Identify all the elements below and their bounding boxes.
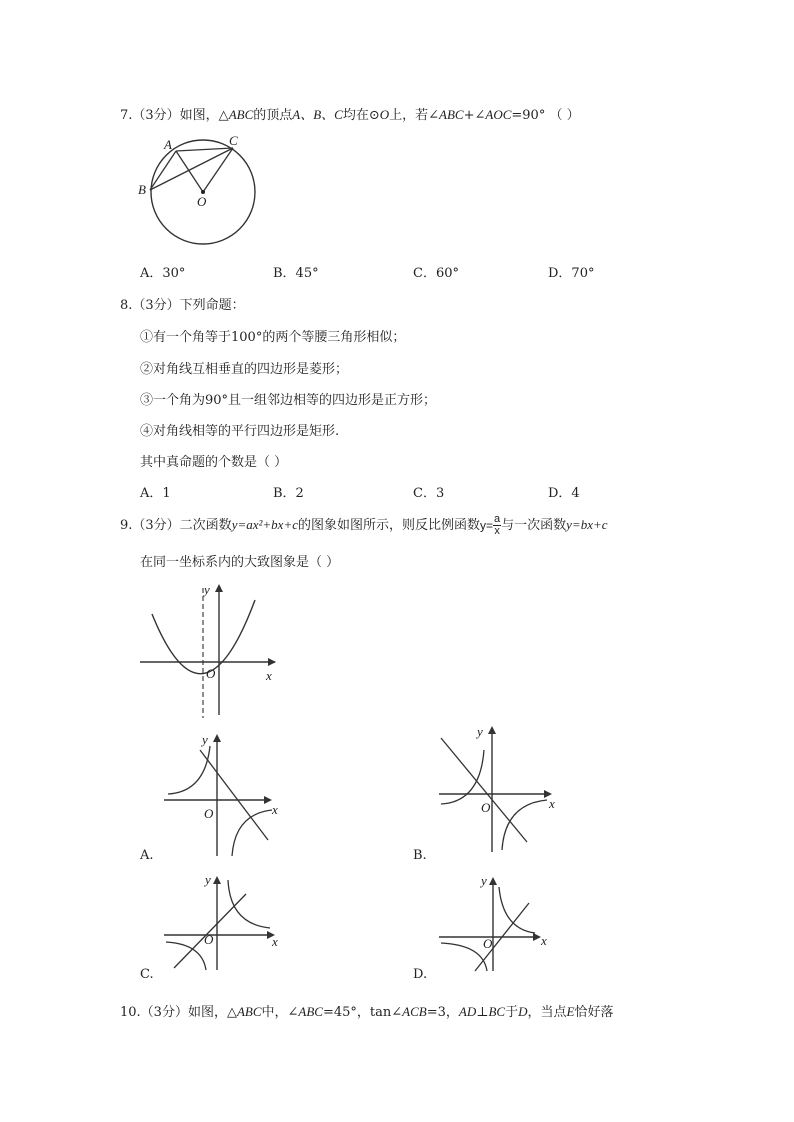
fraction-a-over-x: $\frac{a}{x}$: [494, 513, 501, 537]
q8-item-2: ②对角线互相垂直的四边形是菱形；: [140, 362, 349, 377]
q7-option-b[interactable]: B．45°: [273, 266, 319, 281]
q9-option-d[interactable]: D.: [413, 967, 428, 982]
label-c: C: [229, 133, 238, 148]
q9-stem-line1: 9.（3分）二次函数y=ax²+bx+c的图象如图所示，则反比例函数y= $\frac{a}{x}$ 与一次函数y=bx+c: [120, 513, 608, 537]
label-x: x: [266, 668, 272, 683]
label-b: B: [138, 182, 146, 197]
segment-co: [203, 148, 233, 192]
svg-text:x: x: [549, 796, 555, 811]
svg-text:y: y: [481, 873, 487, 888]
x-axis-arrow: [268, 658, 276, 666]
segment-bc: [150, 148, 233, 190]
q8-item-3: ③一个角为90°且一组邻边相等的四边形是正方形；: [140, 393, 437, 408]
svg-text:y: y: [202, 732, 208, 747]
label-o: O: [206, 666, 216, 681]
svg-text:O: O: [481, 800, 491, 815]
q8-option-b[interactable]: B．2: [273, 486, 304, 501]
svg-text:O: O: [204, 932, 214, 947]
q9-stem-line2: 在同一坐标系内的大致图象是（ ）: [140, 555, 340, 570]
label-o: O: [197, 194, 207, 209]
segment-ac: [176, 148, 233, 151]
svg-text:x: x: [272, 802, 278, 817]
q8-question: 其中真命题的个数是（ ）: [140, 455, 288, 470]
q8-item-1: ①有一个角等于100°的两个等腰三角形相似；: [140, 330, 406, 345]
q10-stem: 10.（3分）如图，△ABC中，∠ABC=45°，tan∠ACB=3，AD⊥BC于D，当点E恰好落: [120, 1004, 614, 1020]
label-y: y: [204, 582, 210, 597]
q9-option-a[interactable]: A.: [140, 848, 154, 863]
y-axis-arrow: [215, 584, 223, 592]
q7-option-d[interactable]: D．70°: [548, 266, 595, 281]
svg-text:O: O: [483, 936, 493, 951]
q9-graph-c: [160, 872, 285, 972]
q7-option-c[interactable]: C．60°: [413, 266, 459, 281]
q9-option-b[interactable]: B.: [413, 848, 427, 863]
svg-text:O: O: [204, 806, 214, 821]
q8-option-d[interactable]: D．4: [548, 486, 580, 501]
q8-item-4: ④对角线相等的平行四边形是矩形.: [140, 424, 340, 439]
q9-graph-a: [160, 730, 285, 860]
q9-graph-d: [435, 873, 560, 973]
q9-option-c[interactable]: C.: [140, 967, 154, 982]
q8-option-a[interactable]: A．1: [140, 486, 171, 501]
q9-graph-b: [435, 722, 560, 857]
q9-parabola-graph: [140, 580, 285, 720]
q7-option-a[interactable]: A．30°: [140, 266, 186, 281]
svg-text:x: x: [272, 934, 278, 949]
label-a: A: [164, 137, 172, 152]
svg-text:x: x: [541, 933, 547, 948]
q7-figure: [136, 132, 266, 252]
svg-text:y: y: [205, 872, 211, 887]
q8-stem: 8.（3分）下列命题：: [120, 298, 245, 313]
segment-ao: [176, 151, 203, 192]
svg-text:y: y: [477, 724, 483, 739]
q8-option-c[interactable]: C．3: [413, 486, 445, 501]
q7-stem: 7.（3分）如图，△ABC的顶点A、B、C均在⊙O上，若∠ABC+∠AOC=90° （ ）: [120, 107, 580, 123]
